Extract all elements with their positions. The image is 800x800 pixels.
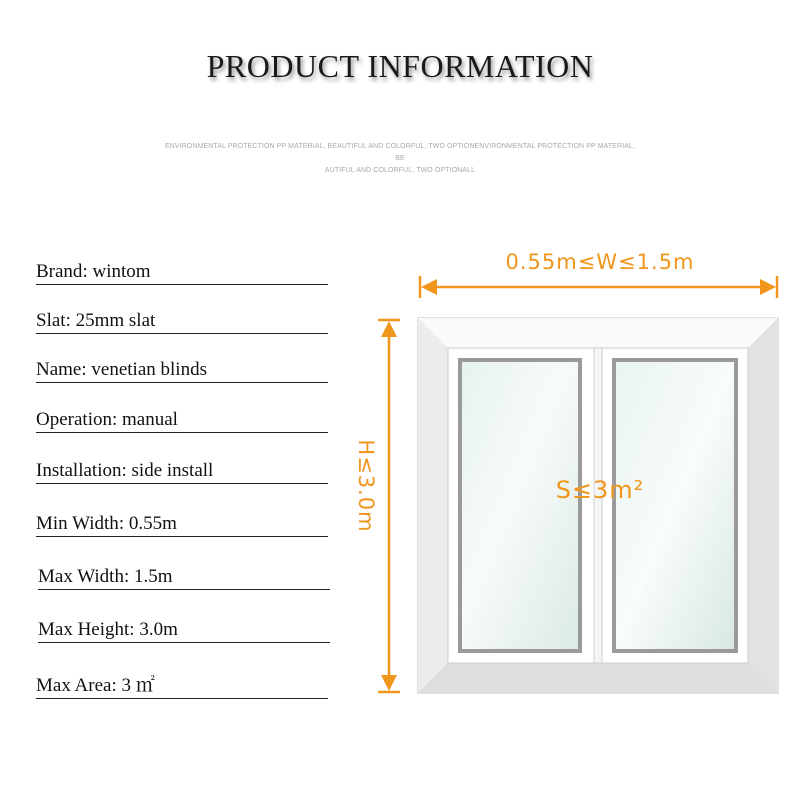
spec-key: Name xyxy=(36,359,82,380)
spec-value: 3.0m xyxy=(139,619,178,640)
width-range-label: 0.55m≤W≤1.5m xyxy=(505,250,695,274)
spec-key: Max Height xyxy=(38,619,130,640)
spec-key: Operation xyxy=(36,409,112,430)
spec-key: Min Width xyxy=(36,513,119,534)
spec-key: Max Width xyxy=(38,566,124,587)
spec-brand: Brand: wintom xyxy=(36,262,328,285)
spec-value: side install xyxy=(131,460,214,481)
spec-key: Brand xyxy=(36,261,83,282)
spec-value: manual xyxy=(122,409,178,430)
spec-key: Max Area xyxy=(36,675,112,696)
spec-value: 3 ㎡ xyxy=(121,675,155,696)
spec-value: 0.55m xyxy=(128,513,177,534)
spec-max-height: Max Height: 3.0m xyxy=(38,620,330,643)
spec-installation: Installation: side install xyxy=(36,461,328,484)
height-arrow-icon xyxy=(378,320,400,692)
height-limit-label: H≤3.0m xyxy=(354,439,378,533)
window-illustration xyxy=(418,318,778,693)
spec-value: venetian blinds xyxy=(91,359,207,380)
right-pane xyxy=(614,360,736,651)
spec-value: 1.5m xyxy=(134,566,173,587)
spec-max-area: Max Area: 3 ㎡ xyxy=(36,676,328,699)
left-pane xyxy=(460,360,580,651)
spec-value: 25mm slat xyxy=(75,310,156,331)
spec-operation: Operation: manual xyxy=(36,410,328,433)
subtitle-line-2: AUTIFUL AND COLORFUL, TWO OPTIONALL xyxy=(324,167,476,174)
spec-min-width: Min Width: 0.55m xyxy=(36,514,328,537)
area-limit-label: S≤3m² xyxy=(555,476,645,504)
width-arrow-icon xyxy=(420,276,777,298)
spec-key: Installation xyxy=(36,460,122,481)
spec-slat: Slat: 25mm slat xyxy=(36,311,328,334)
spec-key: Slat xyxy=(36,310,66,331)
spec-value: wintom xyxy=(92,261,151,282)
spec-max-width: Max Width: 1.5m xyxy=(38,567,330,590)
spec-name: Name: venetian blinds xyxy=(36,360,328,383)
subtitle-line-1: ENVIRONMENTAL PROTECTION PP MATERIAL, BEAUTIFUL AND COLORFUL, TWO OPTIONENVIRONMENTAL PROTECTION PP MATERIAL, BE xyxy=(164,143,636,162)
page-title: PRODUCT INFORMATION xyxy=(206,48,594,84)
